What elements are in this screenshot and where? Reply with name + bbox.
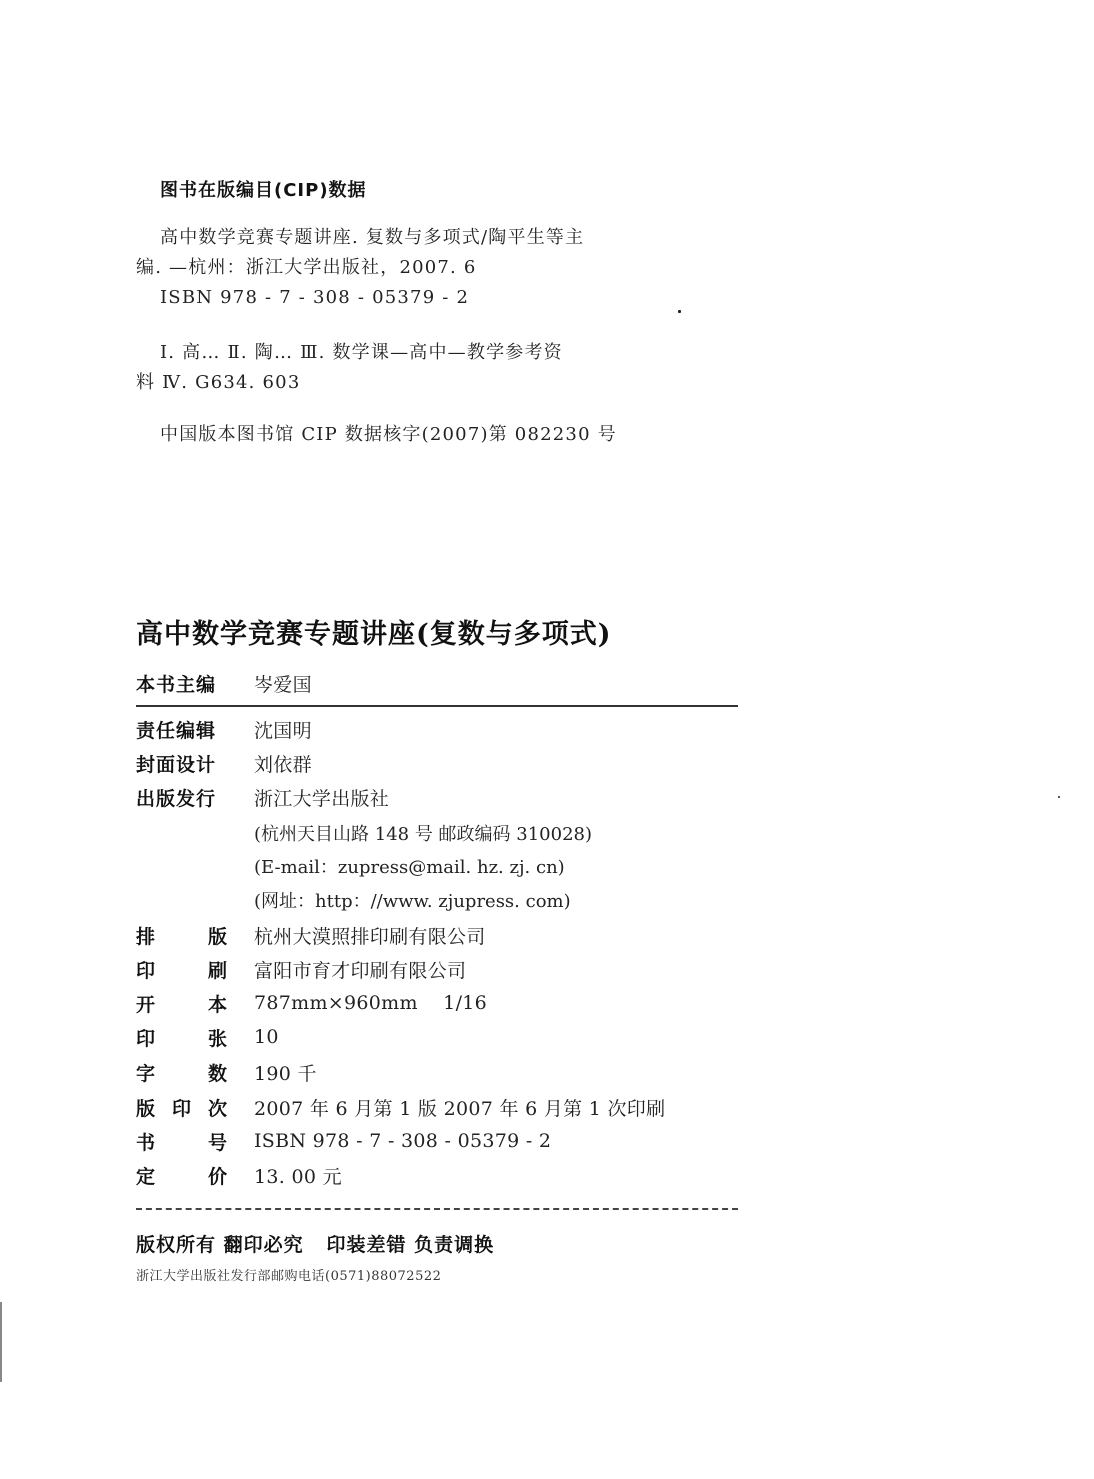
row-label	[136, 1162, 228, 1189]
label-char: 刷	[207, 959, 228, 982]
label-char: 版	[136, 1097, 157, 1120]
row-label: 出版发行	[136, 787, 217, 810]
row-label: 封面设计	[136, 753, 217, 776]
label-char: 印	[136, 1027, 157, 1050]
divider-top	[136, 705, 738, 707]
label-char: 数	[207, 1062, 228, 1085]
row-value: 10	[254, 1026, 279, 1048]
label-char: 张	[207, 1027, 228, 1050]
cip-isbn-line: ISBN 978 - 7 - 308 - 05379 - 2	[160, 287, 470, 308]
row-value: 富阳市育才印刷有限公司	[254, 959, 467, 982]
rights-notice: 版权所有 翻印必究 印装差错 负责调换	[136, 1234, 495, 1256]
label-char: 价	[207, 1165, 228, 1188]
row-value: 190 千	[254, 1062, 317, 1085]
book-title: 高中数学竞赛专题讲座(复数与多项式)	[136, 619, 612, 650]
row-value: ISBN 978 - 7 - 308 - 05379 - 2	[254, 1130, 552, 1152]
row-label	[136, 922, 228, 949]
cip-class-number-line: 料 Ⅳ. G634. 603	[136, 372, 301, 393]
row-label: 责任编辑	[136, 719, 217, 742]
colophon-row-cover-design	[136, 748, 312, 778]
row-label: 本书主编	[136, 673, 217, 696]
label-char: 定	[136, 1165, 157, 1188]
label-char: 字	[136, 1062, 157, 1085]
row-label	[136, 956, 228, 983]
label-char: 开	[136, 993, 157, 1016]
label-char: 书	[136, 1131, 157, 1154]
mail-order-phone: 浙江大学出版社发行部邮购电话(0571)88072522	[136, 1269, 442, 1284]
label-char: 号	[207, 1131, 228, 1154]
cip-subject-line: Ⅰ. 高… Ⅱ. 陶… Ⅲ. 数学课—高中—教学参考资	[160, 342, 563, 363]
spec-row-edition	[136, 1092, 665, 1122]
divider-bottom	[136, 1208, 738, 1210]
scan-speck	[678, 310, 681, 313]
publisher-website: (网址：http：//www. zjupress. com)	[254, 891, 571, 912]
cip-publisher-line: 编. —杭州：浙江大学出版社，2007. 6	[136, 257, 477, 278]
row-label	[136, 1024, 228, 1051]
colophon-row-publisher	[136, 782, 389, 812]
row-value: 沈国明	[254, 719, 312, 742]
label-char: 次	[207, 1097, 228, 1120]
spec-row-format	[136, 988, 487, 1018]
label-char: 本	[207, 993, 228, 1016]
cip-title-line: 高中数学竞赛专题讲座. 复数与多项式/陶平生等主	[160, 227, 585, 248]
spec-row-printing	[136, 954, 466, 984]
label-char: 版	[207, 925, 228, 948]
label-char: 排	[136, 925, 157, 948]
row-label	[136, 1128, 228, 1155]
spec-row-word-count	[136, 1057, 317, 1087]
row-label	[136, 1059, 228, 1086]
scan-edge-mark	[0, 1302, 2, 1382]
row-value: 浙江大学出版社	[254, 787, 390, 810]
label-char: 印	[136, 959, 157, 982]
row-label	[136, 1094, 228, 1121]
label-char: 印	[171, 1097, 192, 1120]
spec-row-sheets	[136, 1022, 279, 1052]
cip-record-number: 中国版本图书馆 CIP 数据核字(2007)第 082230 号	[160, 424, 617, 445]
cip-heading: 图书在版编目(CIP)数据	[160, 180, 367, 201]
cip-bibliographic-entry	[136, 223, 676, 313]
colophon-row-chief-editor	[136, 668, 312, 698]
colophon-row-responsible-editor	[136, 714, 312, 744]
spec-row-isbn	[136, 1126, 551, 1156]
row-label	[136, 990, 228, 1017]
row-value: 13. 00 元	[254, 1165, 342, 1188]
scan-speck	[1058, 796, 1060, 798]
row-value: 杭州大漠照排印刷有限公司	[254, 925, 486, 948]
spec-row-typesetting	[136, 920, 486, 950]
publisher-address: (杭州天目山路 148 号 邮政编码 310028)	[254, 824, 592, 845]
row-value: 岑爱国	[254, 673, 312, 696]
row-value: 787mm×960mm 1/16	[254, 992, 488, 1014]
row-value: 2007 年 6 月第 1 版 2007 年 6 月第 1 次印刷	[254, 1097, 666, 1120]
row-value: 刘依群	[254, 753, 312, 776]
cip-classification	[136, 338, 676, 398]
publisher-email: (E-mail：zupress@mail. hz. zj. cn)	[254, 857, 565, 878]
spec-row-price	[136, 1160, 342, 1190]
